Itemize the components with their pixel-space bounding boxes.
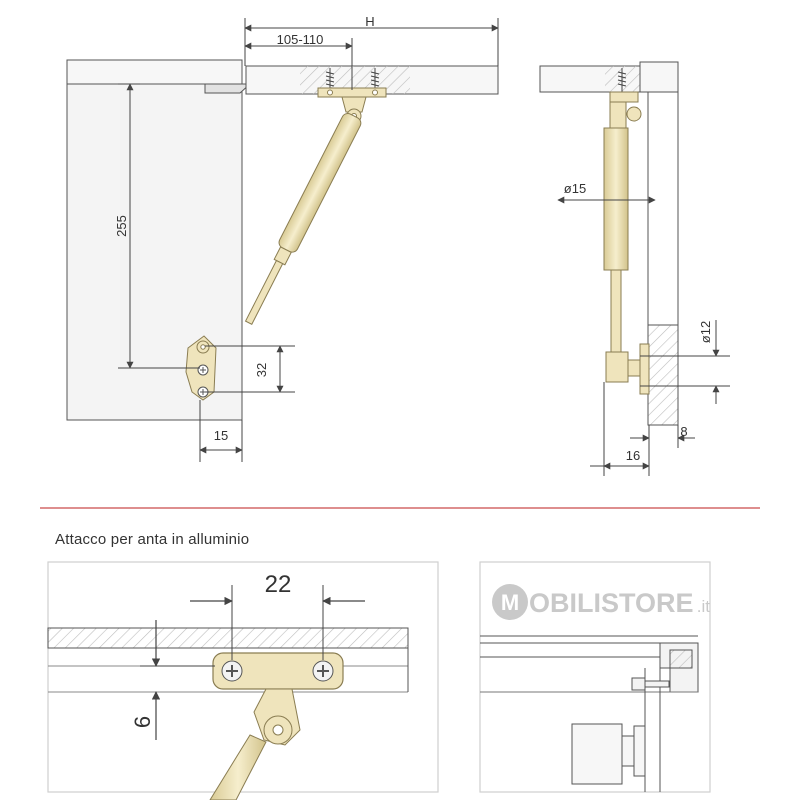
aluminium-profile: [48, 628, 408, 648]
dim-6-label: 6: [130, 715, 155, 729]
side-bolt: [632, 678, 645, 690]
cabinet-side-hatch: [648, 325, 678, 425]
dim-diameter-12-label: ø12: [698, 320, 713, 344]
screw-head-icon: [222, 661, 242, 681]
dim-8-label: 8: [680, 424, 688, 439]
strut-rod: [210, 735, 266, 800]
dim-16-label: 16: [625, 448, 641, 463]
dim-H-label: H: [365, 14, 375, 29]
logo-name: OBILISTORE: [529, 588, 694, 618]
dim-lever-offset-label: 105-110: [276, 32, 324, 47]
front-view: [540, 62, 730, 476]
side-view: [67, 14, 498, 462]
hinge-bracket: [205, 84, 250, 93]
bottom-fitting: [606, 352, 628, 382]
logo-suffix: .it: [696, 597, 710, 616]
dim-22-label: 22: [264, 571, 292, 598]
dim-15-label: 15: [213, 428, 229, 443]
fitting-block: [572, 724, 622, 784]
gas-strut: [240, 111, 363, 327]
dim-diameter-15-label: ø15: [563, 181, 587, 196]
aluminium-attachment-detail: [48, 562, 438, 800]
top-fitting: [610, 92, 638, 102]
detail-caption: Attacco per anta in alluminio: [55, 531, 250, 548]
screw-head-icon: [313, 661, 333, 681]
cabinet-corner-detail: [480, 562, 710, 792]
dim-255-label: 255: [114, 215, 129, 237]
logo-initial: M: [500, 590, 520, 615]
cabinet-top-board: [67, 60, 242, 84]
dim-32-label: 32: [254, 362, 269, 378]
cabinet-side-section: [640, 62, 678, 92]
gas-strut-front: [604, 128, 628, 270]
brand-logo: [492, 584, 710, 620]
cabinet-side-panel: [67, 60, 242, 420]
